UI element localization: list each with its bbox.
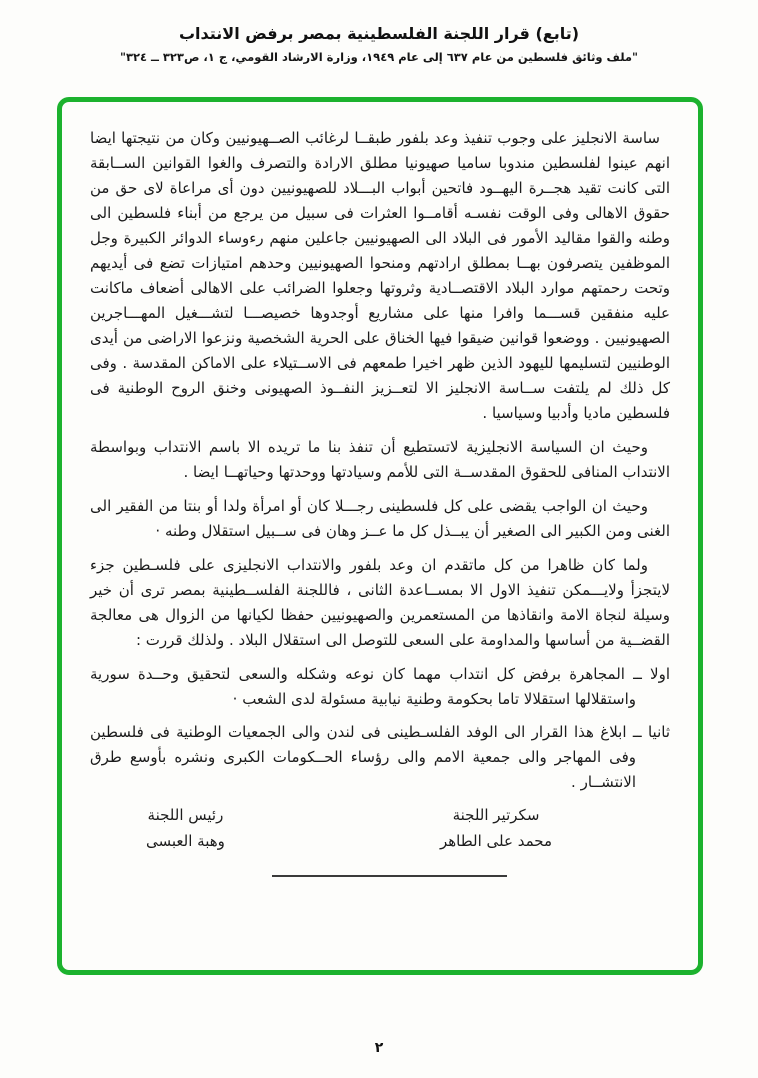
document-header — [0, 0, 758, 64]
paragraph-whereas-policy: وحيث ان السياسة الانجليزية لاتستطيع أن تنفذ بنا ما تريده الا باسم الانتداب وبواسطة الانتداب المنافى للحقوق المقدســة التى للأمم وسيادتها ووحدتها وحياتهــا ايضا . — [90, 438, 670, 481]
paragraph-english-policy: ساسة الانجليز على وجوب تنفيذ وعد بلفور طبقــا لرغائب الصــهيونيين وكان من نتيجتها ايضا انهم عينوا لفلسطين مندوبا ساميا صهيونيا مطلق الارادة والتصرف والغوا القوانين الســابقة التى كانت تقيد هجــرة اليهــود فاتحين أبواب البـــلاد للصهيونيين دون أى مراعاة لاى حق من حقوق الاهالى وفى الوقت نفسـه أقامــوا العثرات فى سبيل من يرجع من أبناء فلسطين الى وطنه والقوا مقاليد الأمور فى البلاد الى الصهيونيين جاعلين منهم رءوساء الدوائر الكبيرة وجل الموظفين يتصرفون بهــا بمطلق ارادتهم ومنحوا الصهيونيين وحدهم امتيازات تضع فى أيديهم وتحت رحمتهم موارد البلاد الاقتصــادية وثروتها وجعلوا الضرائب على الاهالى أضعاف ماكانت عليه منفقين قســـما وافرا منها على مشاريع أوجدوها خصيصـــا لتشـــغيل المهـــاجرين الصهيونيين . ووضعوا قوانين ضيقوا فيها الخناق على الحرية الشخصية ونزعوا الاراضى من أيدى الوطنيين لتسليمها لليهود الذين ظهر اخيرا طمعهم فى الاســتيلاء على الاماكن المقدسة . وفى كل ذلك لم يلتفت ســاسة الانجليز الا لتعــزيز النفــوذ الصهيونى وخنق الروح الوطنية فى فلسطين ماديا وأدبيا وسياسيا . — [90, 129, 670, 422]
divider-rule — [272, 875, 507, 877]
signature-secretary — [440, 803, 552, 854]
paragraph-whereas-duty: وحيث ان الواجب يقضى على كل فلسطينى رجـــلا كان أو امرأة ولدا أو بنتا من الفقير الى الغنى ومن الكبير الى الصغير أن يبــذل كل ما عــز وهان فى ســبيل استقلال وطنه · — [90, 497, 670, 540]
page-title: (تابع) قرار اللجنة الفلسطينية بمصر برفض الانتداب — [178, 24, 580, 43]
resolution-first-text: المجاهرة برفض كل انتداب مهما كان نوعه وشكله والسعى لتحقيق وحــدة سورية واستقلالها استقلالا تاما بحكومة وطنية نيابية مسئولة لدى الشعب · — [90, 665, 636, 708]
signature-secretary-title: سكرتير اللجنة — [452, 806, 540, 824]
signature-president — [146, 803, 225, 854]
signature-president-title: رئيس اللجنة — [147, 806, 224, 824]
resolution-first — [90, 662, 670, 712]
signature-president-name: وهبة العبسى — [146, 832, 225, 850]
resolution-second-text: ابلاغ هذا القرار الى الوفد الفلسـطينى فى لندن والى الجمعيات الوطنية فى فلسطين وفى المهاجر والى جمعية الامم والى رؤساء الحــكومات الكبرى ونشره بأوسع طرق الانتشــار . — [90, 723, 636, 791]
document-frame — [57, 97, 703, 975]
signature-block — [90, 803, 670, 854]
page-number: ٢ — [374, 1040, 384, 1056]
resolution-second — [90, 720, 670, 795]
resolution-first-label: اولا ــ — [633, 665, 670, 683]
signature-secretary-name: محمد على الطاهر — [439, 832, 552, 850]
source-citation: "ملف وثائق فلسطين من عام ٦٣٧ إلى عام ١٩٤٩، وزارة الارشاد القومي، ج ١، ص٣٢٣ ــ ٣٢٤" — [119, 50, 639, 64]
resolution-second-label: ثانيا ــ — [632, 723, 670, 741]
paragraph-conclusion: ولما كان ظاهرا من كل ماتقدم ان وعد بلفور والانتداب الانجليزى على فلسـطين جزء لايتجزأ ولايـــمكن تنفيذ الاول الا بمســاعدة الثانى ، فاللجنة الفلســطينية بمصر ترى أن خير وسيلة لنجاة الامة وانقاذها من المستعمرين والصهيونيين حفظا لكيانها من الزوال هى معالجة القضــية من أساسها والمداومة على السعى للتوصل الى استقلال البلاد . ولذلك قررت : — [90, 556, 670, 649]
